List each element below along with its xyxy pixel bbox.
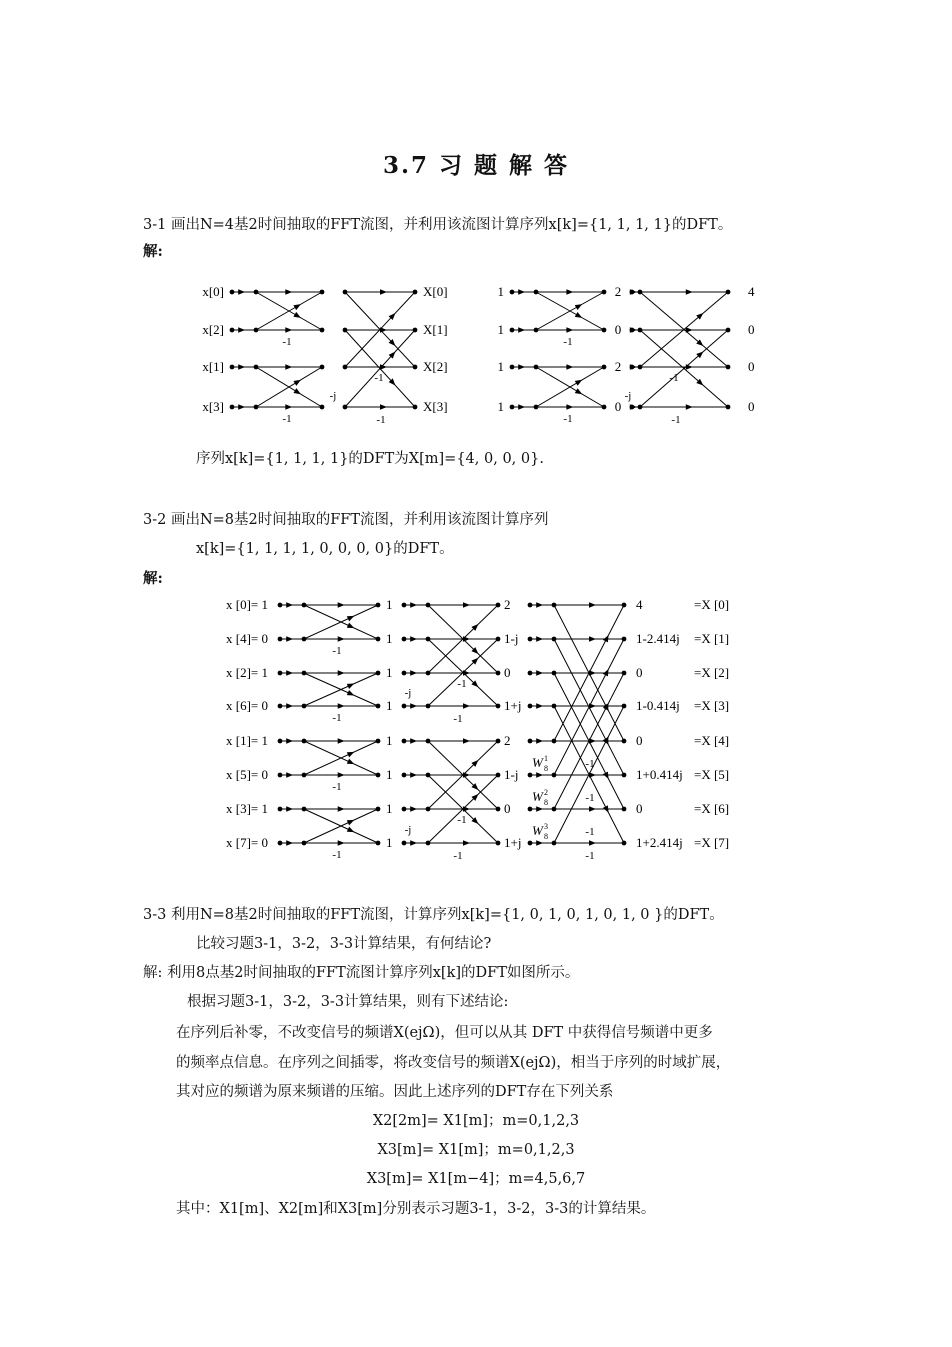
input-label: x [4]= 0 — [226, 631, 268, 646]
output-label: X[3] — [423, 399, 448, 414]
stage3-value: 1+2.414j — [636, 835, 683, 850]
output-value: 0 — [748, 359, 755, 374]
flow-arrow — [238, 289, 245, 295]
solution-label-1: 解: — [143, 243, 163, 260]
twiddle-sup: 3 — [544, 822, 548, 831]
output-label: =X [7] — [694, 835, 730, 850]
weight-label: -1 — [585, 850, 595, 862]
flow-arrow — [410, 772, 417, 778]
problem-3-3-answer-1: 解: 利用8点基2时间抽取的FFT流图计算序列x[k]的DFT如图所示。 — [143, 965, 580, 981]
input-label: x [5]= 0 — [226, 767, 268, 782]
node-dot — [726, 365, 731, 370]
output-label: =X [2] — [694, 665, 730, 680]
input-label: 1 — [497, 284, 504, 299]
node-dot — [602, 365, 607, 370]
stage2-value: 0 — [504, 665, 511, 680]
flow-arrow — [347, 684, 355, 689]
flow-arrow — [536, 636, 543, 642]
input-label: 1 — [497, 359, 504, 374]
flow-arrow — [293, 304, 300, 310]
flow-arrow — [286, 636, 293, 642]
weight-label: -1 — [332, 849, 342, 861]
node-dot — [622, 704, 627, 709]
node-dot — [622, 841, 627, 846]
problem-3-3-answer-4: 的频率点信息。在序列之间插零，将改变信号的频谱X(ejΩ)，相当于序列的时域扩展， — [176, 1055, 731, 1071]
input-label: x[3] — [202, 399, 224, 414]
stage1-value: 1 — [386, 665, 393, 680]
stage3-value: 0 — [636, 665, 643, 680]
flow-arrow — [410, 670, 417, 676]
problem-3-2-question-1: 3-2 画出N=8基2时间抽取的FFT流图，并利用该流图计算序列 — [143, 512, 549, 528]
input-label: x[0] — [202, 284, 224, 299]
weight-label: -1 — [457, 678, 467, 690]
input-label: x [0]= 1 — [226, 597, 268, 612]
flow-arrow — [686, 364, 693, 370]
flow-arrow — [518, 289, 525, 295]
twiddle-sub: 8 — [544, 832, 548, 841]
node-dot — [496, 739, 501, 744]
node-dot — [622, 637, 627, 642]
input-label: x [7]= 0 — [226, 835, 268, 850]
flow-arrow — [347, 616, 355, 621]
flow-arrow — [566, 289, 573, 295]
flow-arrow — [566, 364, 573, 370]
flow-arrow — [238, 327, 245, 333]
weight-label: -1 — [453, 850, 463, 862]
flow-arrow — [338, 602, 345, 608]
stage-value: 2 — [614, 359, 622, 374]
flow-arrow — [686, 289, 693, 295]
flow-arrow — [575, 304, 582, 310]
stage1-value: 1 — [386, 698, 393, 713]
node-dot — [496, 807, 501, 812]
flow-arrow — [285, 289, 292, 295]
flow-arrow — [347, 623, 355, 628]
flow-arrow — [463, 602, 470, 608]
node-dot — [376, 841, 381, 846]
weight-label: -j — [404, 824, 412, 836]
node-dot — [496, 603, 501, 608]
stage1-value: 1 — [386, 835, 393, 850]
solution-label-2: 解: — [143, 570, 163, 587]
flow-arrow — [338, 703, 345, 709]
node-dot — [622, 739, 627, 744]
node-dot — [726, 290, 731, 295]
problem-3-3-answer-5: 其对应的频谱为原来频谱的压缩。因此上述序列的DFT存在下列关系 — [176, 1084, 614, 1100]
flow-arrow — [589, 602, 596, 608]
node-dot — [496, 671, 501, 676]
page-title: 3.7 习 题 解 答 — [382, 152, 570, 179]
node-dot — [726, 328, 731, 333]
weight-label: -1 — [374, 372, 384, 384]
stage1-value: 1 — [386, 631, 393, 646]
flow-arrow — [589, 670, 596, 676]
weight-label: -j — [329, 390, 337, 402]
input-label: x[2] — [202, 322, 224, 337]
problem-3-2-question-2: x[k]={1, 1, 1, 1, 0, 0, 0, 0}的DFT。 — [196, 541, 454, 557]
stage2-value: 2 — [504, 597, 511, 612]
node-dot — [320, 405, 325, 410]
node-dot — [413, 290, 418, 295]
flow-arrow — [286, 703, 293, 709]
node-dot — [320, 290, 325, 295]
stage2-value: 1-j — [504, 767, 519, 782]
flow-arrow — [410, 840, 417, 846]
flow-arrow — [238, 404, 245, 410]
node-dot — [376, 807, 381, 812]
stage3-value: 1-2.414j — [636, 631, 680, 646]
problem-3-3-answer-2: 根据习题3-1，3-2，3-3计算结果，则有下述结论: — [187, 994, 509, 1010]
node-dot — [602, 328, 607, 333]
flow-arrow — [380, 289, 387, 295]
input-label: x [6]= 0 — [226, 698, 268, 713]
flow-arrow — [686, 404, 693, 410]
stage1-value: 1 — [386, 597, 393, 612]
flow-arrow — [536, 738, 543, 744]
flow-arrow — [463, 703, 470, 709]
input-label: x [2]= 1 — [226, 665, 268, 680]
flow-arrow — [536, 806, 543, 812]
weight-label: -1 — [332, 645, 342, 657]
node-dot — [726, 405, 731, 410]
stage2-value: 1-j — [504, 631, 519, 646]
weight-label: -1 — [585, 758, 595, 770]
weight-label: -1 — [669, 372, 679, 384]
flow-arrow — [536, 670, 543, 676]
stage-value: 0 — [614, 322, 622, 337]
fft8-flowgraph — [226, 597, 729, 862]
flow-arrow — [347, 759, 355, 764]
node-dot — [602, 290, 607, 295]
flow-arrow — [338, 772, 345, 778]
twiddle-label: W — [532, 789, 543, 804]
node-dot — [376, 671, 381, 676]
flow-arrow — [536, 602, 543, 608]
problem-3-1-question: 3-1 画出N=4基2时间抽取的FFT流图，并利用该流图计算序列x[k]={1, 1, 1, 1}的DFT。 — [143, 217, 733, 233]
output-value: 0 — [748, 399, 755, 414]
node-dot — [496, 704, 501, 709]
stage2-value: 1+j — [504, 698, 522, 713]
flow-arrow — [589, 840, 596, 846]
weight-label: -1 — [585, 826, 595, 838]
flow-arrow — [566, 404, 573, 410]
stage3-value: 1+0.414j — [636, 767, 683, 782]
node-dot — [376, 739, 381, 744]
flow-arrow — [410, 738, 417, 744]
stage1-value: 1 — [386, 733, 393, 748]
flow-arrow — [410, 703, 417, 709]
flow-arrow — [286, 738, 293, 744]
flow-arrow — [238, 364, 245, 370]
flow-arrow — [347, 690, 355, 695]
flow-arrow — [536, 772, 543, 778]
weight-label: -1 — [457, 814, 467, 826]
flow-arrow — [589, 636, 596, 642]
weight-label: -1 — [453, 713, 463, 725]
flow-arrow — [285, 327, 292, 333]
weight-label: -j — [624, 390, 632, 402]
stage-value: 2 — [614, 284, 622, 299]
flow-arrow — [536, 840, 543, 846]
node-dot — [413, 365, 418, 370]
flow-arrow — [293, 380, 300, 386]
twiddle-label: W — [532, 755, 543, 770]
output-label: =X [5] — [694, 767, 730, 782]
flow-arrow — [347, 827, 355, 832]
node-dot — [496, 841, 501, 846]
output-value: 4 — [748, 284, 755, 299]
stage3-value: 0 — [636, 733, 643, 748]
flow-arrow — [463, 840, 470, 846]
fft4-diagrams — [0, 270, 952, 430]
flow-arrow — [536, 703, 543, 709]
flow-arrow — [410, 806, 417, 812]
flow-arrow — [293, 388, 300, 394]
flow-arrow — [285, 404, 292, 410]
fft4-calculation — [498, 284, 756, 426]
input-label: 1 — [497, 322, 504, 337]
node-dot — [376, 603, 381, 608]
flow-arrow — [338, 738, 345, 744]
flow-arrow — [518, 327, 525, 333]
fft4-flowgraph — [202, 284, 447, 426]
twiddle-sup: 2 — [544, 788, 548, 797]
flow-arrow — [410, 602, 417, 608]
stage3-value: 0 — [636, 801, 643, 816]
stage2-value: 1+j — [504, 835, 522, 850]
problem-3-3-footer: 其中：X1[m]、X2[m]和X3[m]分别表示习题3-1，3-2，3-3的计算结果。 — [176, 1201, 656, 1217]
stage3-value: 4 — [636, 597, 643, 612]
node-dot — [376, 773, 381, 778]
weight-label: -1 — [671, 414, 681, 426]
flow-arrow — [518, 364, 525, 370]
problem-3-1-result: 序列x[k]={1, 1, 1, 1}的DFT为X[m]={4, 0, 0, 0}. — [196, 451, 544, 467]
twiddle-sup: 1 — [544, 754, 548, 763]
weight-label: -1 — [332, 781, 342, 793]
input-label: x[1] — [202, 359, 224, 374]
flow-arrow — [338, 840, 345, 846]
node-dot — [413, 328, 418, 333]
flow-arrow — [286, 806, 293, 812]
flow-arrow — [286, 670, 293, 676]
output-label: =X [6] — [694, 801, 730, 816]
flow-arrow — [338, 636, 345, 642]
node-dot — [622, 603, 627, 608]
stage1-value: 1 — [386, 801, 393, 816]
weight-label: -1 — [563, 413, 573, 425]
flow-arrow — [589, 703, 596, 709]
weight-label: -1 — [563, 336, 573, 348]
output-label: X[1] — [423, 322, 448, 337]
equation-2: X3[m]= X1[m]；m=0,1,2,3 — [377, 1142, 575, 1158]
weight-label: -1 — [585, 792, 595, 804]
input-label: x [3]= 1 — [226, 801, 268, 816]
weight-label: -1 — [282, 413, 292, 425]
flow-arrow — [575, 388, 582, 394]
node-dot — [622, 671, 627, 676]
node-dot — [376, 704, 381, 709]
node-dot — [622, 807, 627, 812]
node-dot — [622, 773, 627, 778]
flow-arrow — [410, 636, 417, 642]
output-label: =X [4] — [694, 733, 730, 748]
input-label: x [1]= 1 — [226, 733, 268, 748]
flow-arrow — [463, 738, 470, 744]
node-dot — [320, 365, 325, 370]
stage2-value: 2 — [504, 733, 511, 748]
equation-3: X3[m]= X1[m−4]；m=4,5,6,7 — [366, 1171, 586, 1187]
input-label: 1 — [497, 399, 504, 414]
weight-label: -j — [404, 687, 412, 699]
flow-arrow — [286, 772, 293, 778]
problem-3-3-answer-3: 在序列后补零，不改变信号的频谱X(ejΩ)，但可以从其 DFT 中获得信号频谱中更多 — [176, 1025, 713, 1041]
problem-3-3-question-1: 3-3 利用N=8基2时间抽取的FFT流图，计算序列x[k]={1, 0, 1, 0, 1, 0, 1, 0 }的DFT。 — [143, 907, 724, 923]
stage1-value: 1 — [386, 767, 393, 782]
flow-arrow — [380, 404, 387, 410]
flow-arrow — [293, 312, 300, 318]
output-label: =X [1] — [694, 631, 730, 646]
node-dot — [320, 328, 325, 333]
weight-label: -1 — [376, 414, 386, 426]
flow-arrow — [575, 312, 582, 318]
node-dot — [496, 637, 501, 642]
flow-arrow — [463, 806, 470, 812]
fft8-diagram — [0, 585, 952, 865]
flow-arrow — [347, 820, 355, 825]
stage3-value: 1-0.414j — [636, 698, 680, 713]
stage2-value: 0 — [504, 801, 511, 816]
node-dot — [376, 637, 381, 642]
flow-arrow — [463, 636, 470, 642]
flow-arrow — [347, 752, 355, 757]
flow-arrow — [286, 840, 293, 846]
flow-arrow — [286, 602, 293, 608]
output-label: =X [3] — [694, 698, 730, 713]
stage-value: 0 — [614, 399, 622, 414]
twiddle-label: W — [532, 823, 543, 838]
problem-3-3-question-2: 比较习题3-1，3-2，3-3计算结果，有何结论? — [196, 936, 492, 952]
flow-arrow — [575, 380, 582, 386]
output-value: 0 — [748, 322, 755, 337]
node-dot — [602, 405, 607, 410]
output-label: X[2] — [423, 359, 448, 374]
flow-arrow — [566, 327, 573, 333]
output-label: X[0] — [423, 284, 448, 299]
twiddle-sub: 8 — [544, 798, 548, 807]
flow-arrow — [285, 364, 292, 370]
node-dot — [496, 773, 501, 778]
flow-arrow — [463, 772, 470, 778]
twiddle-sub: 8 — [544, 764, 548, 773]
equation-1: X2[2m]= X1[m]；m=0,1,2,3 — [372, 1113, 580, 1129]
output-label: =X [0] — [694, 597, 730, 612]
flow-arrow — [518, 404, 525, 410]
weight-label: -1 — [282, 336, 292, 348]
flow-arrow — [338, 670, 345, 676]
node-dot — [413, 405, 418, 410]
flow-arrow — [338, 806, 345, 812]
flow-arrow — [589, 806, 596, 812]
weight-label: -1 — [332, 712, 342, 724]
